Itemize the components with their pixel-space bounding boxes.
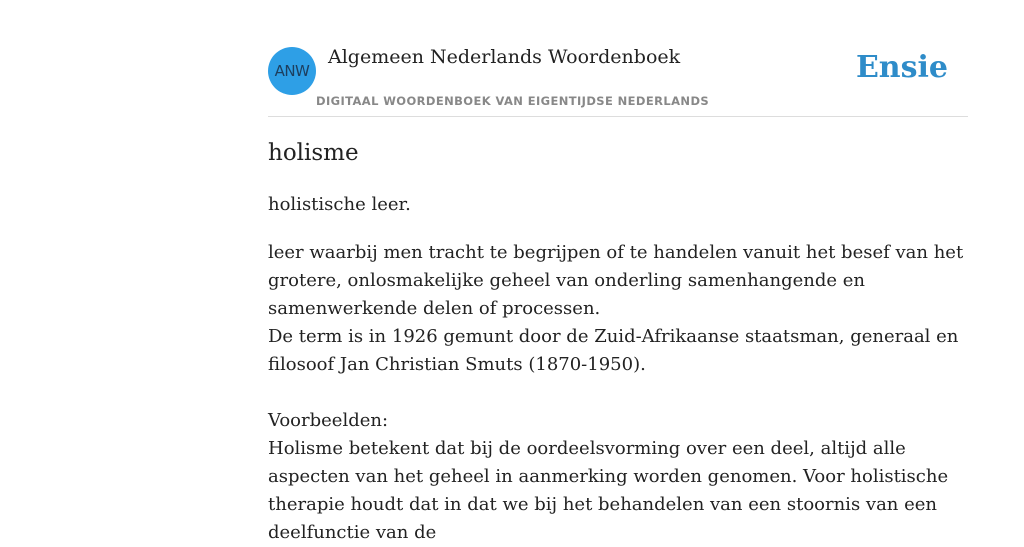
anw-logo[interactable]: ANW [268,47,316,95]
site-title[interactable]: Algemeen Nederlands Woordenboek [328,46,681,68]
site-subtitle: DIGITAAL WOORDENBOEK VAN EIGENTIJDSE NEDERLANDS [316,94,710,108]
etymology-text: De term is in 1926 gemunt door de Zuid-Afrikaanse staatsman, generaal en filosoof Jan Christian Smuts (1870-1950). [268,326,959,375]
examples-label: Voorbeelden: [268,410,389,431]
example-text: Holisme betekent dat bij de oordeelsvorming over een deel, altijd alle aspecten van het geheel in aanmerking worden genomen. Voor holistische therapie houdt dat in dat we bij het behandelen van een stoornis van een deelfunctie van de [268,438,949,543]
entry-body [268,239,978,547]
paragraph-spacer [268,379,978,407]
definition-text: leer waarbij men tracht te begrijpen of te handelen vanuit het besef van het grotere, onlosmakelijke geheel van onderling samenhangende en samenwerkende delen of processen. [268,242,964,319]
site-header [268,44,968,117]
ensie-brand-link[interactable]: Ensie [855,50,948,85]
short-definition: holistische leer. [268,194,411,215]
entry-headword: holisme [268,140,359,166]
